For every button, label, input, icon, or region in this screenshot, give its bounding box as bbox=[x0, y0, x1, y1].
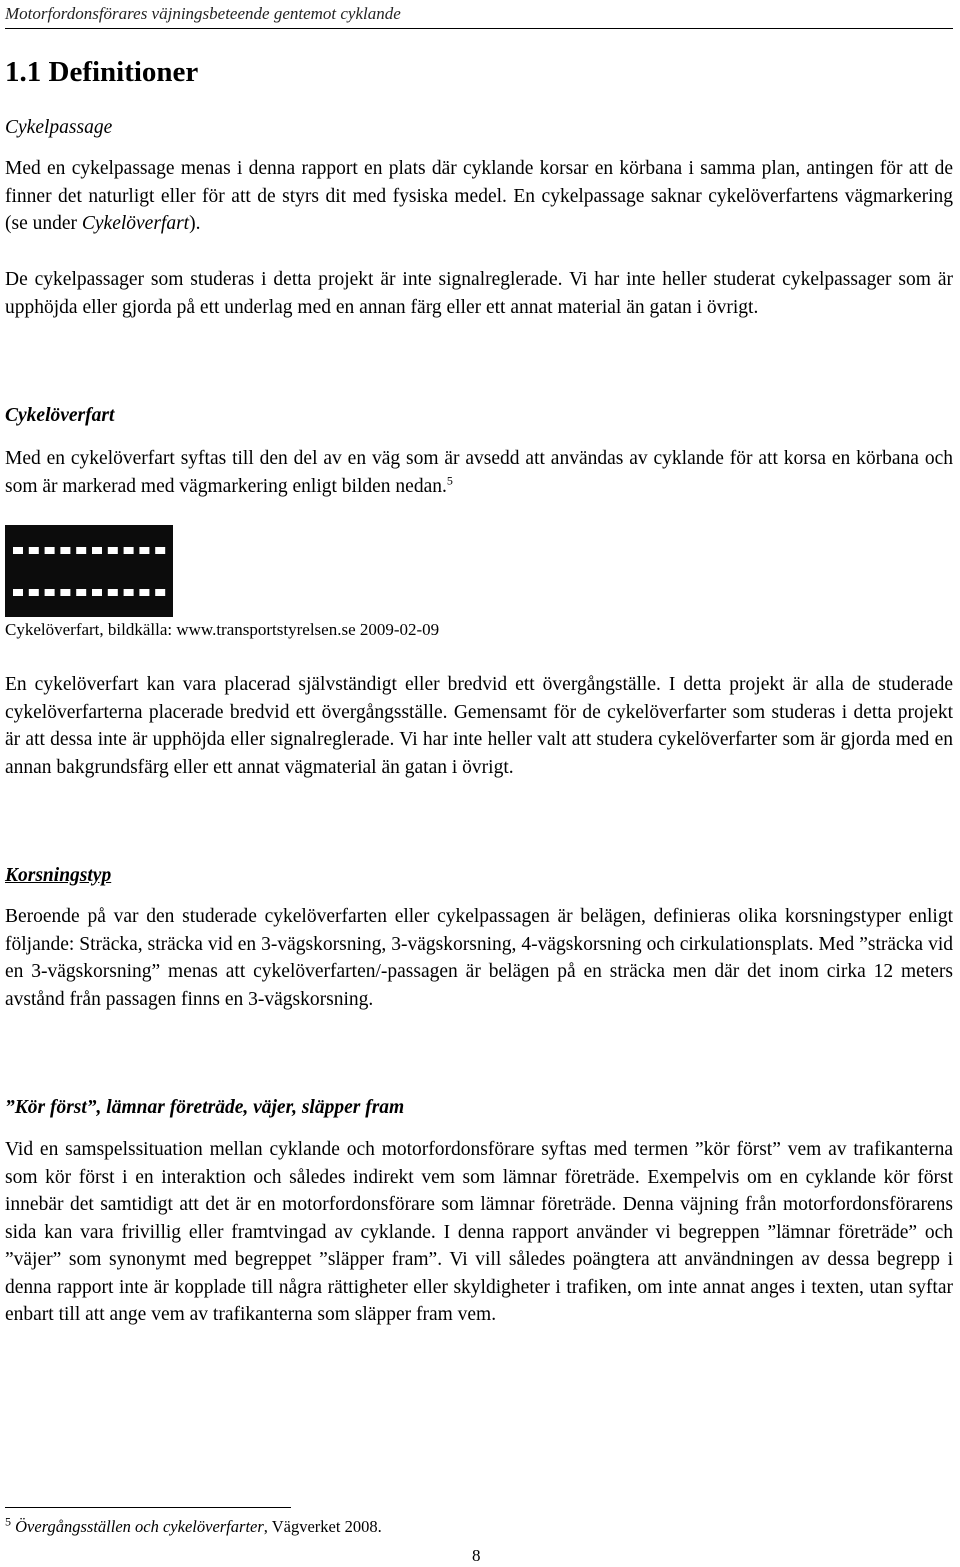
marking-block bbox=[13, 547, 23, 554]
section-title: 1.1 Definitioner bbox=[5, 56, 199, 88]
marking-block bbox=[92, 589, 102, 596]
marking-block bbox=[108, 547, 118, 554]
marking-block bbox=[76, 589, 86, 596]
footnote-source: , Vägverket 2008. bbox=[263, 1517, 382, 1536]
marking-block bbox=[139, 547, 149, 554]
footnote-reference: 5 bbox=[446, 473, 453, 487]
marking-block bbox=[13, 589, 23, 596]
heading-cykeloverfart: Cykelöverfart bbox=[5, 405, 115, 426]
marking-block bbox=[139, 589, 149, 596]
cross-reference: Cykelöverfart bbox=[81, 213, 190, 234]
road-marking-graphic bbox=[5, 525, 173, 617]
marking-block bbox=[155, 589, 165, 596]
running-header: Motorfordonsförares väjningsbeteende gentemot cyklande bbox=[5, 4, 401, 23]
marking-block bbox=[60, 547, 70, 554]
paragraph-cykelpassage-definition bbox=[5, 155, 953, 238]
marking-block bbox=[29, 547, 39, 554]
paragraph-cykelpassage-scope: De cykelpassager som studeras i detta projekt är inte signalreglerade. Vi har inte heller studerat cykelpassager som är upphöjda eller gjorda på ett underlag med en annan färg eller ett annat material än gatan i övrigt. bbox=[5, 269, 953, 318]
marking-block bbox=[76, 547, 86, 554]
paragraph-cykeloverfart-placement: En cykelöverfart kan vara placerad självständigt eller bredvid ett övergångställe. I detta projekt är alla de studerade cykelöverfarterna placerade bredvid ett övergångsställe. Gemensamt för de cykelöverfarter som studeras i detta projekt är att dessa inte är upphöjda eller signalreglerade. Vi har inte heller valt att studera cykelöverfarter som är gjorda med en annan bakgrundsfärg eller ett annat vägmaterial än gatan i övrigt. bbox=[5, 674, 953, 778]
marking-block bbox=[29, 589, 39, 596]
heading-korsningstyp: Korsningstyp bbox=[5, 865, 112, 886]
marking-block bbox=[124, 589, 134, 596]
marking-block bbox=[92, 547, 102, 554]
footnote-number: 5 bbox=[5, 1514, 11, 1529]
marking-block bbox=[45, 589, 55, 596]
marking-block bbox=[45, 547, 55, 554]
header-divider bbox=[5, 28, 953, 29]
page-number: 8 bbox=[472, 1546, 481, 1565]
marking-block bbox=[155, 547, 165, 554]
heading-kor-forst: ”Kör först”, lämnar företräde, väjer, släpper fram bbox=[5, 1097, 405, 1118]
paragraph-text: Med en cykelöverfart syftas till den del av en väg som är avsedd att användas av cyklande för att korsa en körbana och som är markerad med vägmarkering enligt bilden nedan. bbox=[5, 448, 953, 497]
paragraph-text: Med en cykelpassage menas i denna rapport en plats där cyklande korsar en körbana i samma plan, antingen för att de finner det naturligt eller för att de styrs dit med fysiska medel. En cykelpassage saknar cykelöverfartens vägmarkering (se under bbox=[5, 158, 953, 234]
marking-block bbox=[60, 589, 70, 596]
heading-cykelpassage: Cykelpassage bbox=[5, 117, 113, 138]
marking-block bbox=[108, 589, 118, 596]
cykeloverfart-marking-figure bbox=[5, 525, 173, 617]
figure-caption: Cykelöverfart, bildkälla: www.transportstyrelsen.se 2009-02-09 bbox=[5, 620, 440, 639]
paragraph-cykeloverfart-definition bbox=[5, 445, 953, 500]
footnote-divider bbox=[5, 1507, 291, 1508]
paragraph-kor-forst: Vid en samspelssituation mellan cyklande och motorfordonsförare syftas med termen ”kör först” vem av trafikanterna som kör först i en interaktion och således indirekt vem som lämnar företräde. Exempelvis om en cyklande kör först innebär det samtidigt att det är en motorfordonsförare som lämnar företräde. Denna väjning från motorfordonsförarens sida kan vara frivillig eller framtvingad av cyklande. I denna rapport använder vi begreppen ”lämnar företräde” och ”väjer” som synonymt med begreppet ”släpper fram”. Vi vill således poängtera att användningen av dessa begrepp i denna rapport inte är kopplade till några rättigheter eller skyldigheter i trafiken, om inte annat anges i texten, utan syftar enbart till att ange vem av trafikanterna som släpper fram vem. bbox=[5, 1139, 953, 1325]
footnote-title: Övergångsställen och cykelöverfarter bbox=[15, 1517, 264, 1536]
paragraph-text-end: ). bbox=[189, 213, 201, 234]
footnote bbox=[5, 1514, 382, 1537]
paragraph-korsningstyp: Beroende på var den studerade cykelöverfarten eller cykelpassagen är belägen, definieras olika korsningstyper enligt följande: Sträcka, sträcka vid en 3-vägskorsning, 3-vägskorsning, 4-vägskorsning och cirkulationsplats. Med ”sträcka vid en 3-vägskorsning” menas att cykelöverfarten/-passagen är belägen på en sträcka men där det inom cirka 12 meters avstånd från passagen finns en 3-vägskorsning. bbox=[5, 906, 953, 1010]
marking-block bbox=[124, 547, 134, 554]
